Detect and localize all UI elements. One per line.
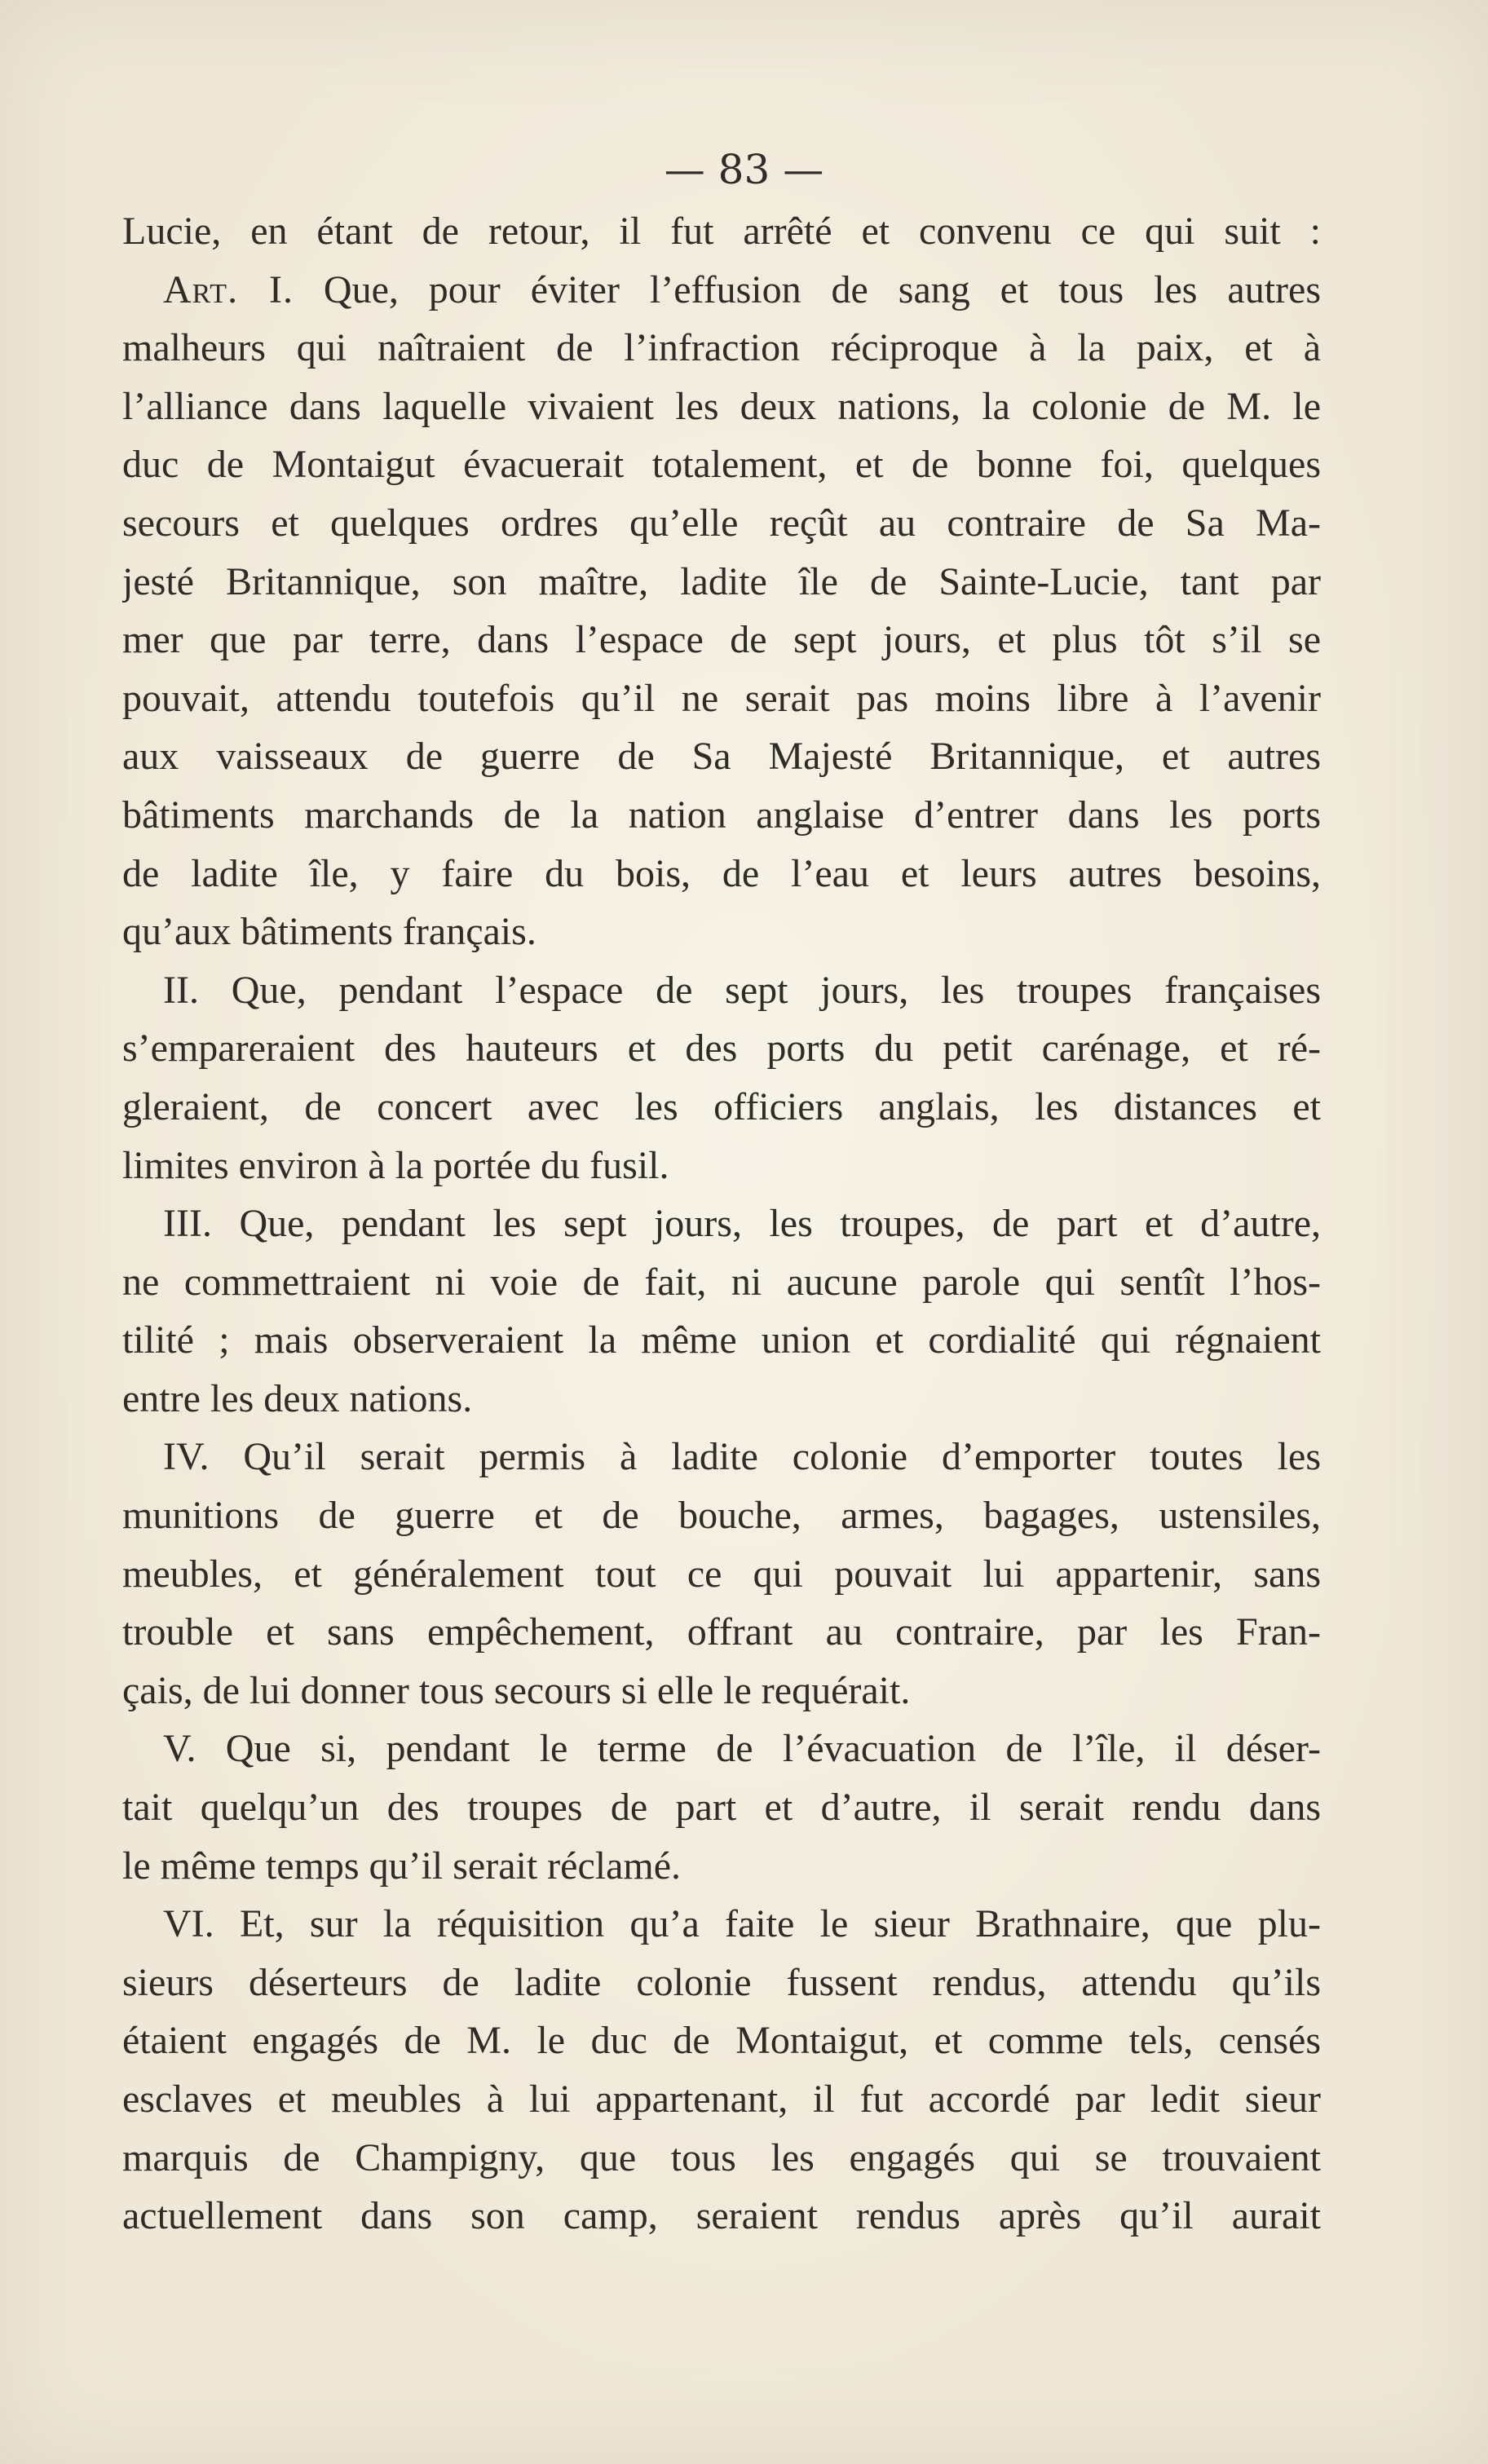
text-line: actuellement dans son camp, seraient rendus après qu’il aurait bbox=[122, 2194, 1321, 2238]
text-line: malheurs qui naîtraient de l’infraction réciproque à la paix, et à bbox=[122, 326, 1321, 370]
text-line: duc de Montaigut évacuerait totalement, et de bonne foi, quelques bbox=[122, 443, 1321, 487]
text-line: secours et quelques ordres qu’elle reçût au contraire de Sa Ma- bbox=[122, 501, 1321, 545]
text-line: Lucie, en étant de retour, il fut arrêté et convenu ce qui suit : bbox=[122, 210, 1321, 253]
article-label: Art. I. bbox=[163, 267, 294, 311]
text-line: gleraient, de concert avec les officiers anglais, les distances et bbox=[122, 1084, 1321, 1128]
text-line: munitions de guerre et de bouche, armes, bagages, ustensiles, bbox=[122, 1494, 1321, 1538]
text-line: ne commettraient ni voie de fait, ni aucune parole qui sentît l’hos- bbox=[122, 1260, 1321, 1304]
text-line bbox=[122, 961, 1321, 1020]
text-line: étaient engagés de M. le duc de Montaigut, et comme tels, censés bbox=[122, 2019, 1321, 2063]
text-line: s’empareraient des hauteurs et des ports du petit carénage, et ré- bbox=[122, 1027, 1321, 1071]
line-text: VI. Et, sur la réquisition qu’a faite le sieur Brathnaire, que plu- bbox=[163, 1902, 1321, 1946]
text-line: çais, de lui donner tous secours si elle le requérait. bbox=[122, 1668, 911, 1712]
text-line: esclaves et meubles à lui appartenant, il fut accordé par ledit sieur bbox=[122, 2078, 1321, 2121]
line-text: Que, pour éviter l’effusion de sang et tous les autres bbox=[323, 267, 1321, 311]
text-line: sieurs déserteurs de ladite colonie fussent rendus, attendu qu’ils bbox=[122, 1960, 1321, 2004]
text-line bbox=[122, 1895, 1321, 1954]
text-line: l’alliance dans laquelle vivaient les deux nations, la colonie de M. le bbox=[122, 384, 1321, 428]
text-line: aux vaisseaux de guerre de Sa Majesté Britannique, et autres bbox=[122, 735, 1321, 779]
text-line: pouvait, attendu toutefois qu’il ne serait pas moins libre à l’avenir bbox=[122, 676, 1321, 720]
text-line: bâtiments marchands de la nation anglaise d’entrer dans les ports bbox=[122, 793, 1321, 837]
body-text bbox=[122, 202, 1321, 2245]
text-line bbox=[122, 1194, 1321, 1253]
line-text: III. Que, pendant les sept jours, les troupes, de part et d’autre, bbox=[163, 1202, 1321, 1246]
text-line bbox=[122, 261, 1321, 320]
text-line: mer que par terre, dans l’espace de sept jours, et plus tôt s’il se bbox=[122, 618, 1321, 662]
text-line: le même temps qu’il serait réclamé. bbox=[122, 1844, 682, 1888]
text-line: entre les deux nations. bbox=[122, 1376, 473, 1420]
line-text: V. Que si, pendant le terme de l’évacuation de l’île, il déser- bbox=[163, 1727, 1321, 1771]
text-line bbox=[122, 1720, 1321, 1778]
text-line: de ladite île, y faire du bois, de l’eau et leurs autres besoins, bbox=[122, 851, 1321, 895]
text-line: marquis de Champigny, que tous les engagés qui se trouvaient bbox=[122, 2135, 1321, 2179]
text-line: tilité ; mais observeraient la même union et cordialité qui régnaient bbox=[122, 1318, 1321, 1362]
line-text: II. Que, pendant l’espace de sept jours, les troupes françaises bbox=[163, 968, 1321, 1012]
text-line: jesté Britannique, son maître, ladite île de Sainte-Lucie, tant par bbox=[122, 559, 1321, 603]
text-line: qu’aux bâtiments français. bbox=[122, 910, 536, 954]
text-line: tait quelqu’un des troupes de part et d’autre, il serait rendu dans bbox=[122, 1786, 1321, 1830]
text-line: trouble et sans empêchement, offrant au contraire, par les Fran- bbox=[122, 1610, 1321, 1654]
text-line: meubles, et généralement tout ce qui pouvait lui appartenir, sans bbox=[122, 1552, 1321, 1596]
text-line: limites environ à la portée du fusil. bbox=[122, 1143, 669, 1187]
line-text: IV. Qu’il serait permis à ladite colonie d’emporter toutes les bbox=[163, 1435, 1321, 1479]
text-line bbox=[122, 1428, 1321, 1486]
page-number: — 83 — bbox=[664, 146, 824, 193]
